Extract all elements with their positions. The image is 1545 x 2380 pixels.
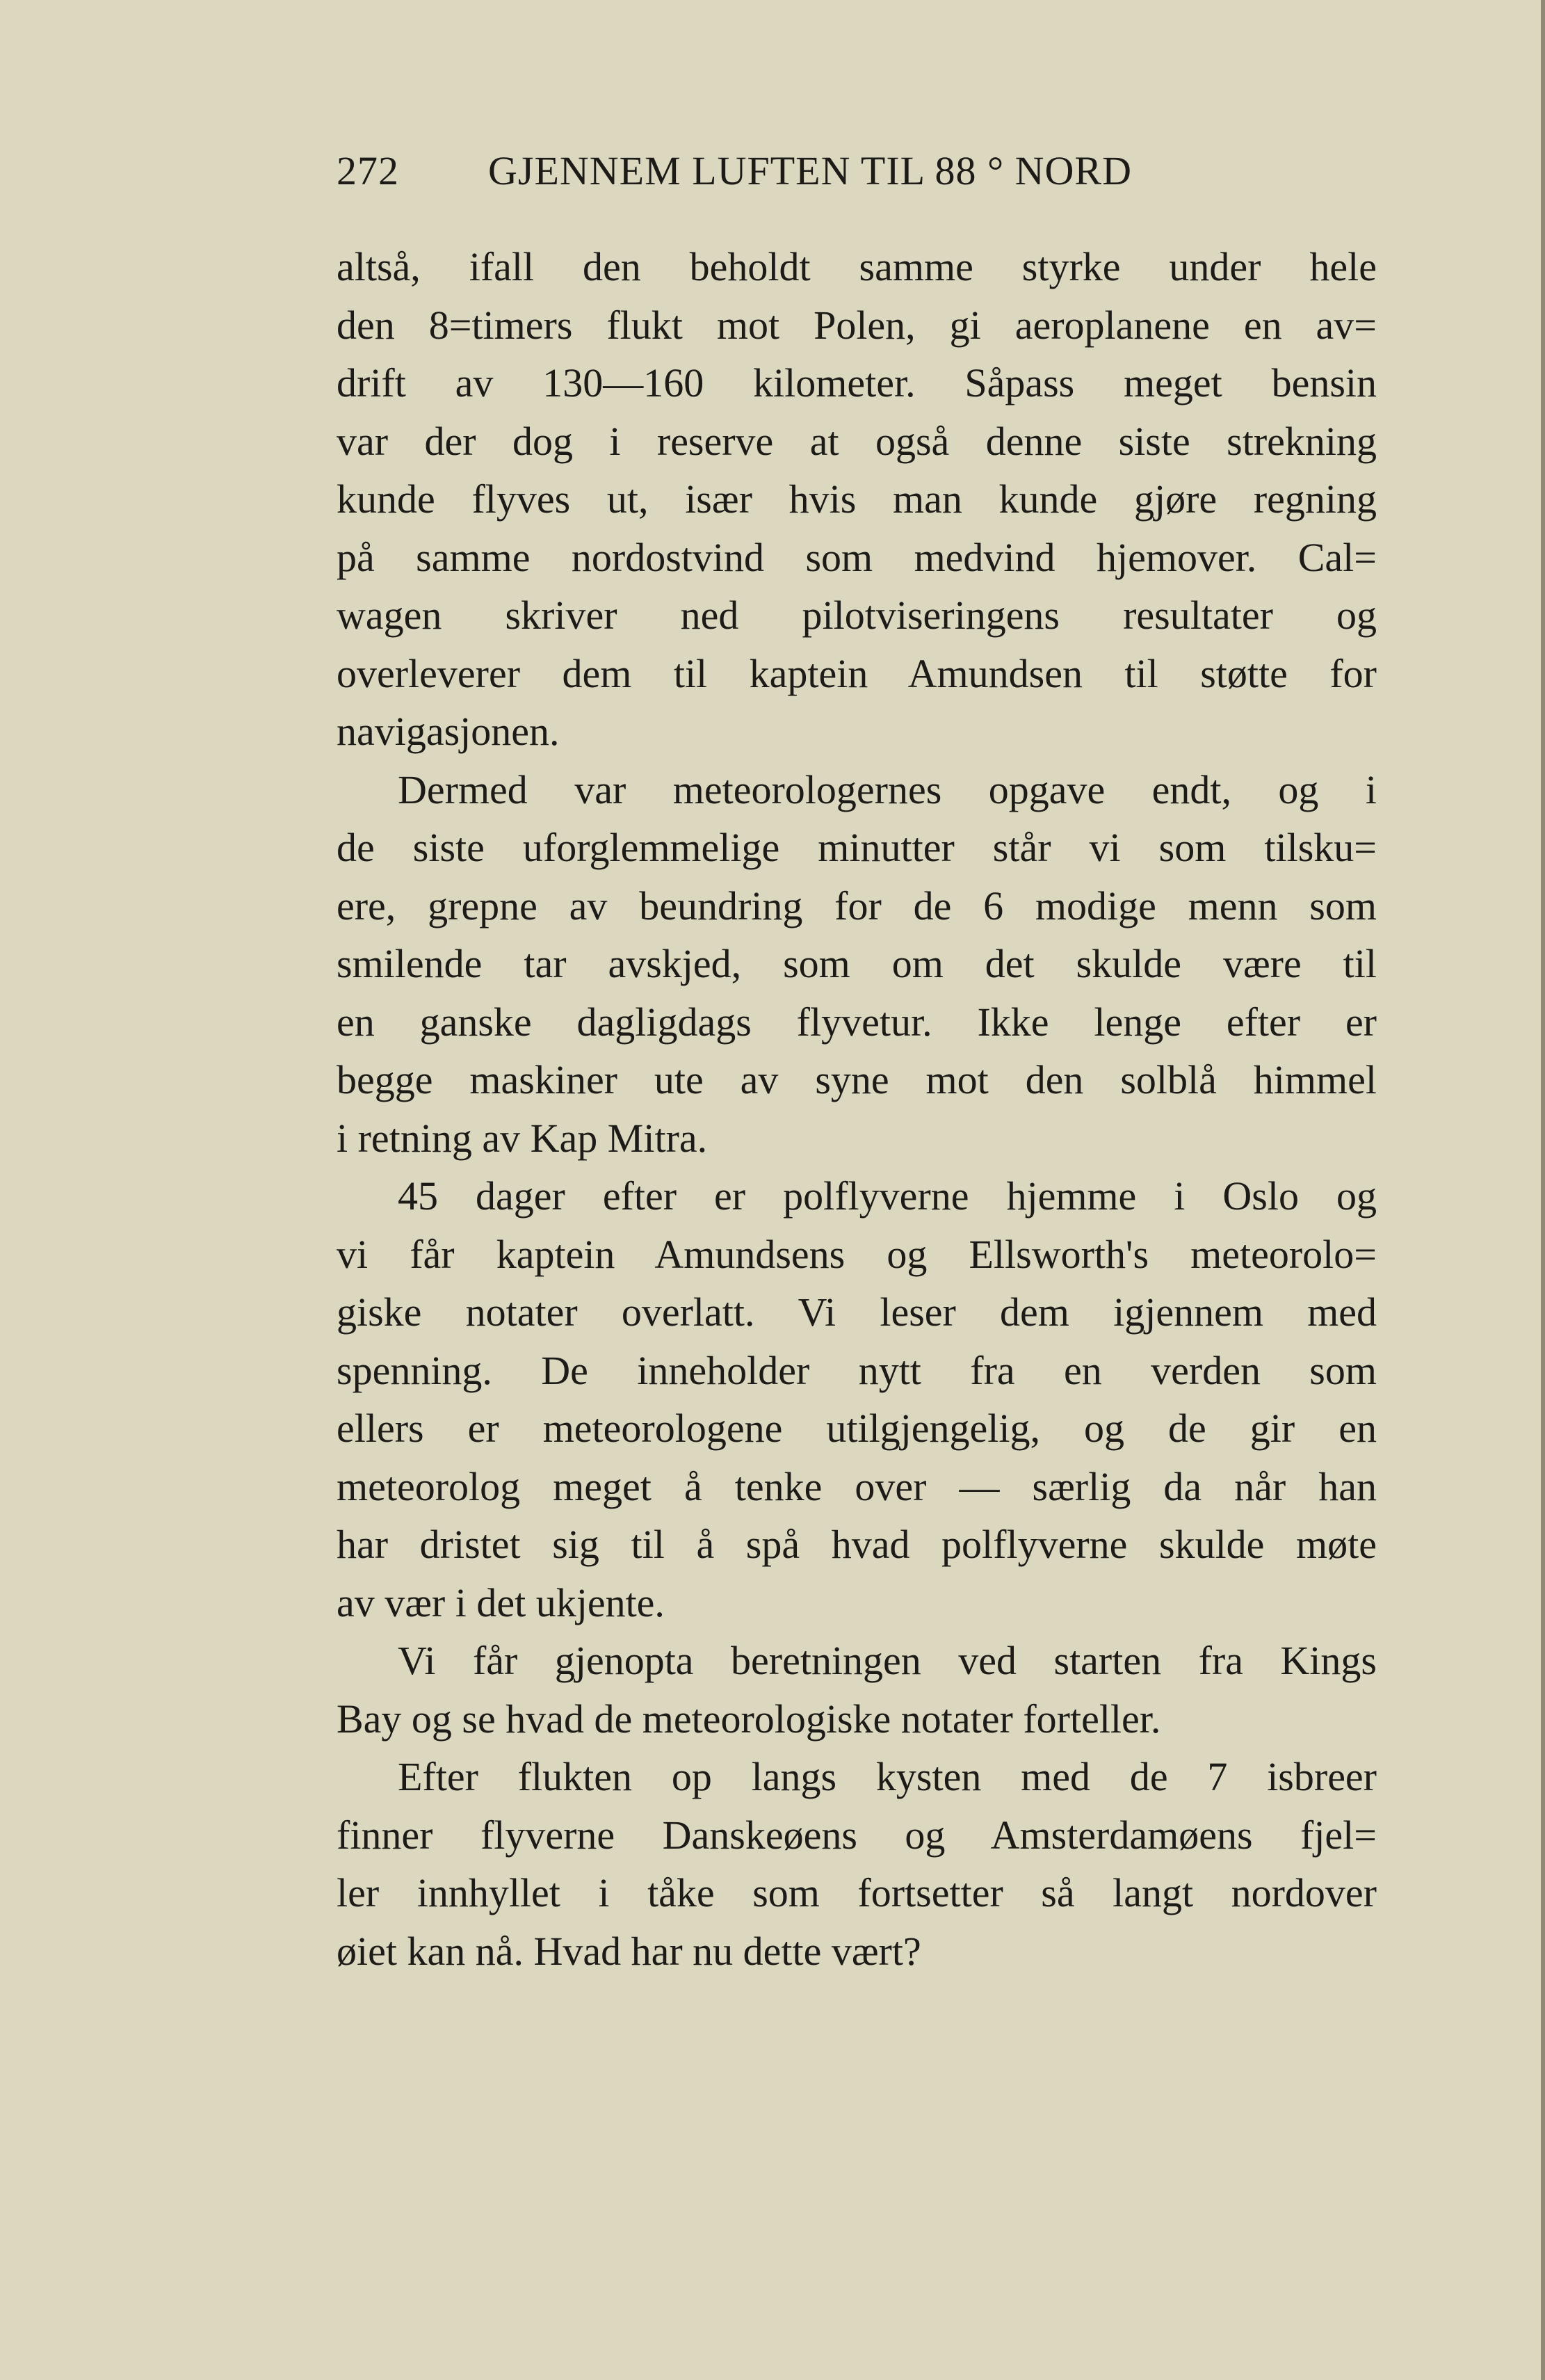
text-line: spenning. De inneholder nytt fra en verden som (337, 1347, 1377, 1393)
text-line: Bay og se hvad de meteorologiske notater forteller. (337, 1696, 1161, 1742)
paragraph (337, 1167, 1377, 1632)
text-line: har dristet sig til å spå hvad polflyverne skulde møte (337, 1522, 1377, 1567)
page-edge (1541, 0, 1545, 2380)
text-line: drift av 130—160 kilometer. Såpass meget bensin (337, 360, 1377, 405)
text-line: vi får kaptein Amundsens og Ellsworth's meteorolo= (337, 1231, 1377, 1277)
text-line: av vær i det ukjente. (337, 1579, 665, 1625)
text-line: ellers er meteorologene utilgjengelig, og de gir en (337, 1406, 1377, 1451)
running-title: GJENNEM LUFTEN TIL 88 ° NORD (488, 148, 1132, 193)
page-header (337, 147, 1220, 203)
text-line: 45 dager efter er polflyverne hjemme i Oslo og (398, 1173, 1377, 1219)
text-line: på samme nordostvind som medvind hjemover. Cal= (337, 534, 1377, 580)
paragraph (337, 761, 1377, 1168)
text-line: ere, grepne av beundring for de 6 modige menn som (337, 883, 1377, 928)
paragraph (337, 238, 1377, 761)
text-line: en ganske dagligdags flyvetur. Ikke lenge efter er (337, 999, 1377, 1045)
paragraph (337, 1632, 1377, 1748)
text-line: ler innhyllet i tåke som fortsetter så langt nordover (337, 1870, 1377, 1915)
page-number: 272 (337, 148, 399, 193)
text-line: begge maskiner ute av syne mot den solblå himmel (337, 1057, 1377, 1102)
text-line: i retning av Kap Mitra. (337, 1115, 708, 1161)
text-line: smilende tar avskjed, som om det skulde være til (337, 941, 1377, 986)
text-line: Dermed var meteorologernes opgave endt, og i (398, 766, 1377, 812)
text-line: var der dog i reserve at også denne siste strekning (337, 418, 1377, 464)
text-line: navigasjonen. (337, 709, 560, 754)
text-line: meteorolog meget å tenke over — særlig da når han (337, 1463, 1377, 1509)
text-line: giske notater overlatt. Vi leser dem igjennem med (337, 1289, 1377, 1335)
text-line: kunde flyves ut, især hvis man kunde gjøre regning (337, 476, 1377, 522)
text-line: finner flyverne Danskeøens og Amsterdamøens fjel= (337, 1812, 1377, 1858)
text-line: overleverer dem til kaptein Amundsen til støtte for (337, 650, 1377, 696)
text-line: Vi får gjenopta beretningen ved starten fra Kings (398, 1638, 1377, 1683)
text-line: den 8=timers flukt mot Polen, gi aeroplanene en av= (337, 302, 1377, 348)
text-line: altså, ifall den beholdt samme styrke under hele (337, 244, 1377, 289)
text-line: øiet kan nå. Hvad har nu dette vært? (337, 1928, 921, 1974)
body-text (337, 238, 1377, 1980)
text-line: de siste uforglemmelige minutter står vi som tilsku= (337, 825, 1377, 870)
text-line: Efter flukten op langs kysten med de 7 isbreer (398, 1754, 1377, 1799)
paragraph (337, 1748, 1377, 1980)
text-line: wagen skriver ned pilotviseringens resultater og (337, 593, 1377, 638)
